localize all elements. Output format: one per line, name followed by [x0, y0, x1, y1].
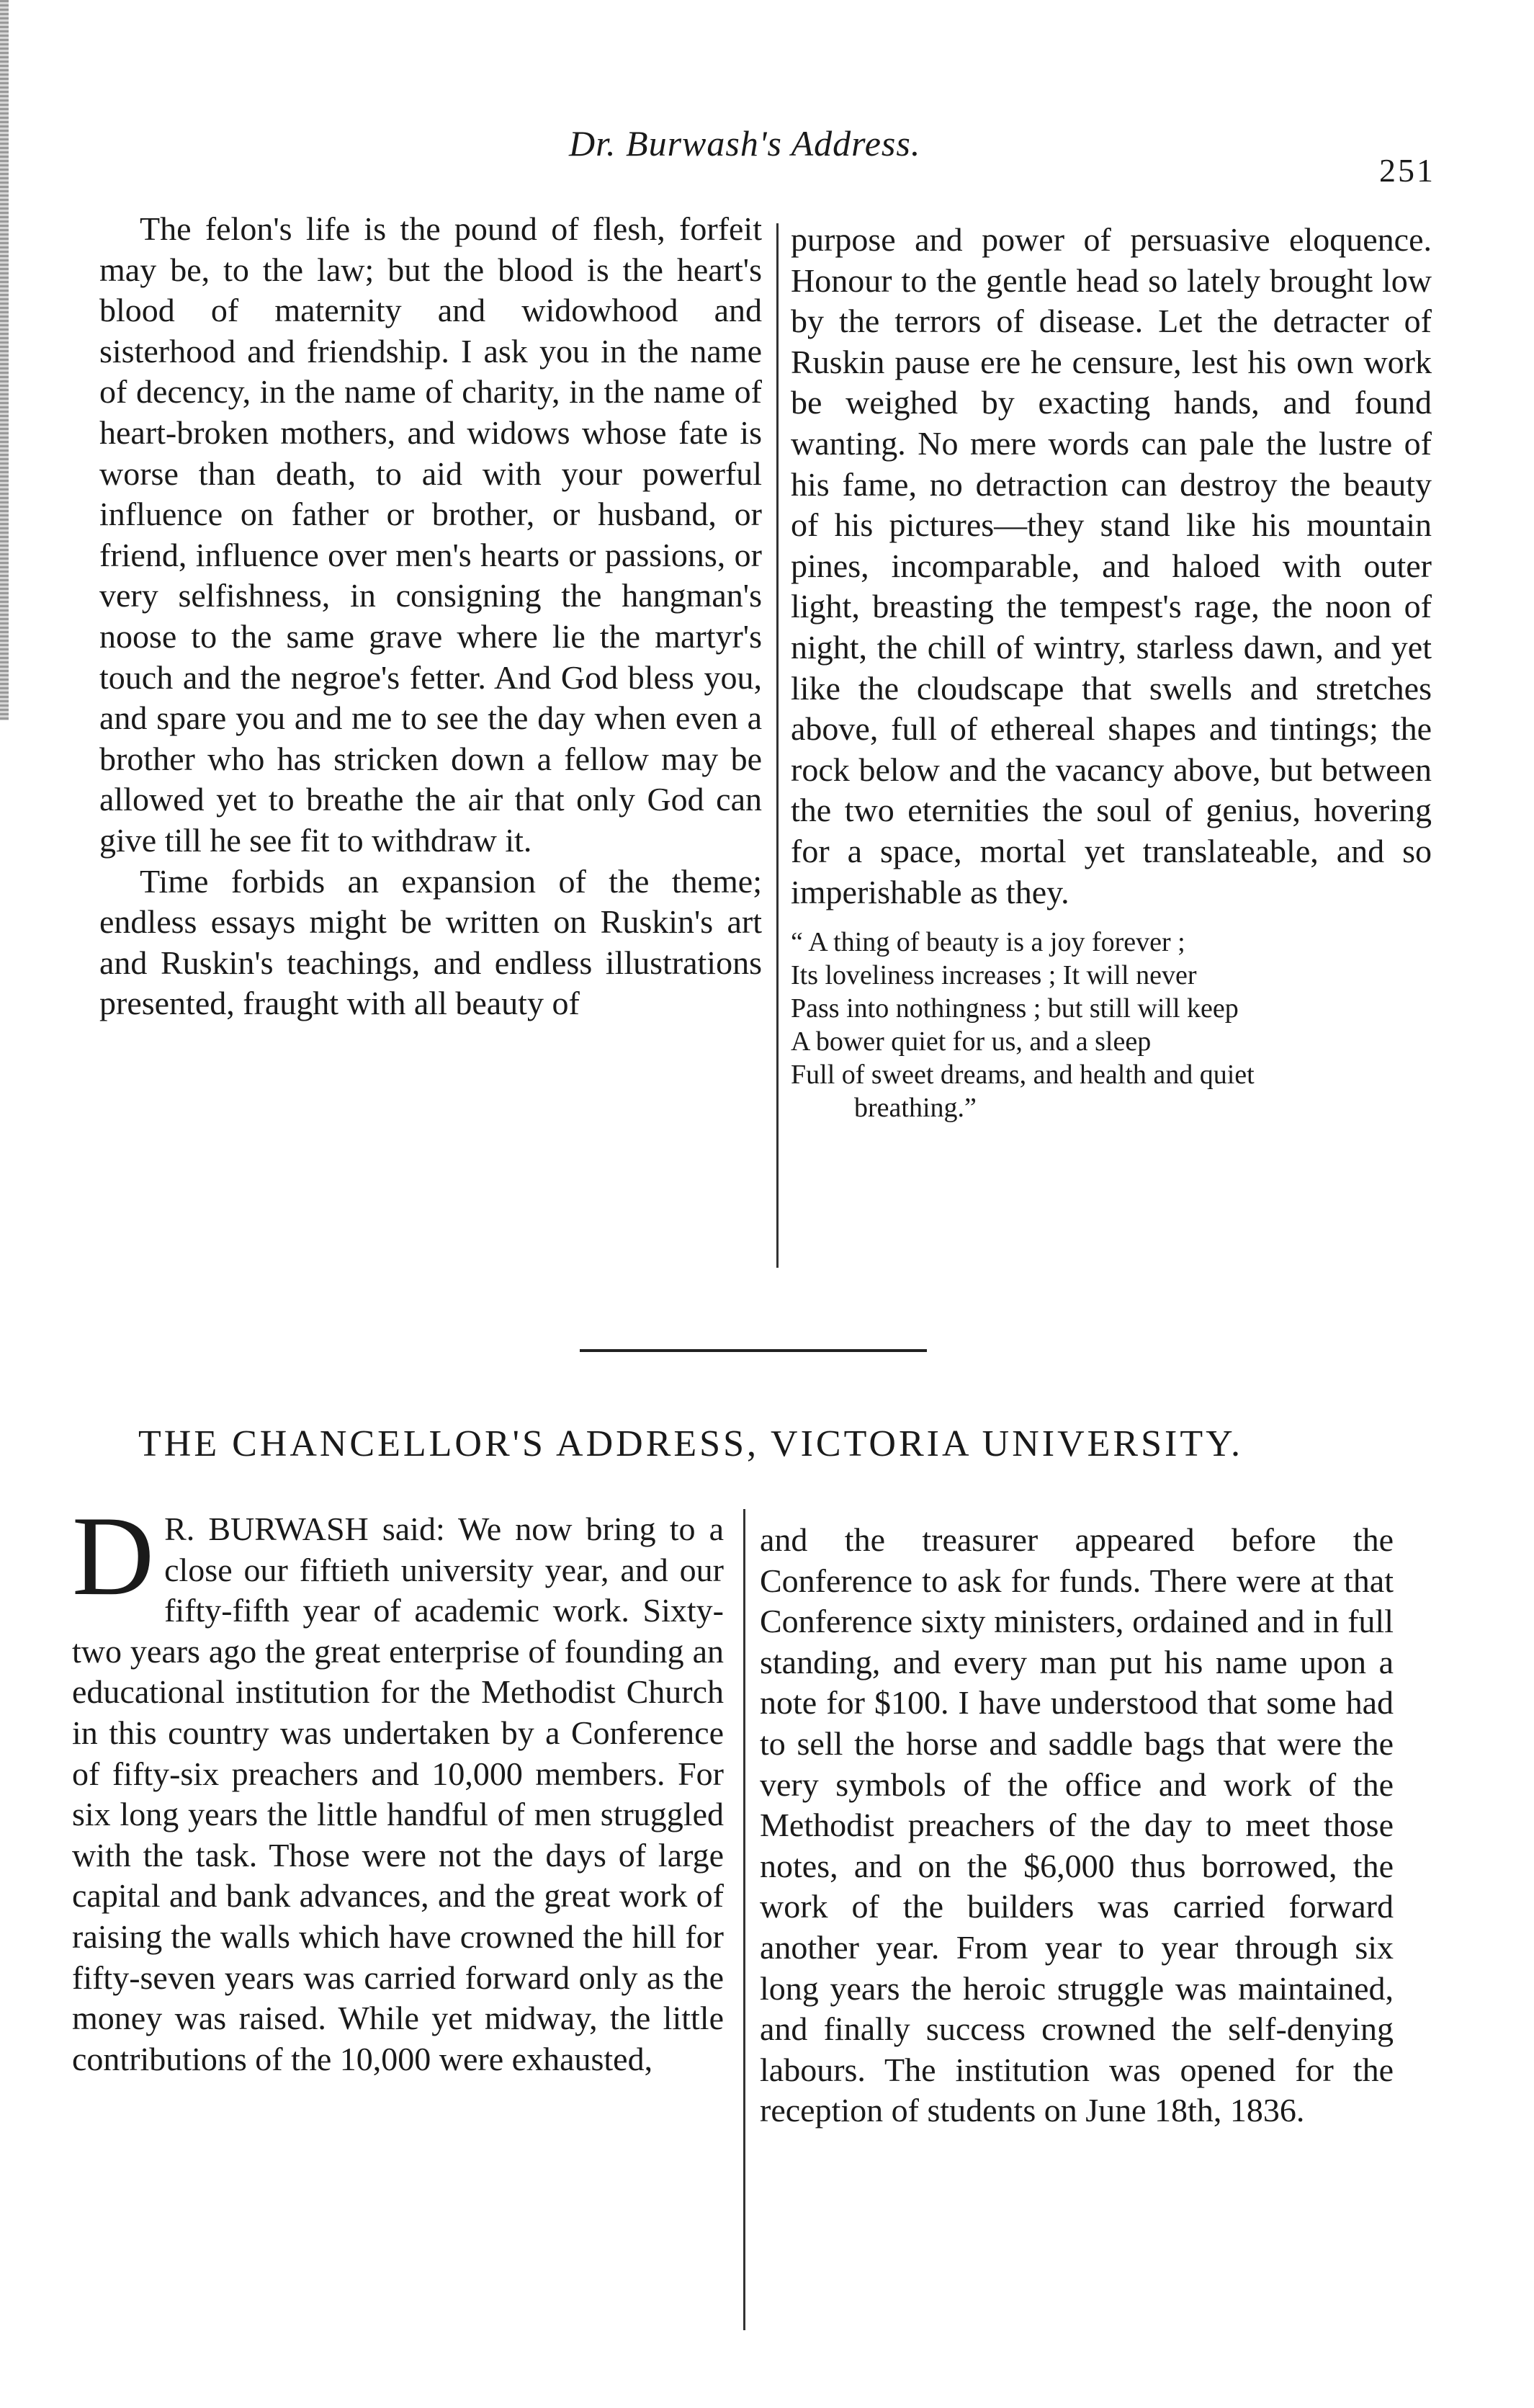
paragraph-treasurer-appeared: and the treasurer appeared before the Conference to ask for funds. There were at that Conference sixty ministers, ordained and in full standing, and every man put his name upon a note for $100. I have understood that some had to sell the horse and saddle bags that were the very symbols of the office and work of the Methodist preachers of the day to meet those notes, and on the $6,000 thus borrowed, the work of the builders was carried forward another year. From year to year through six long years the heroic struggle was maintained, and finally success crowned the self-denying labours. The institution was opened for the reception of students on June 18th, 1836. [760, 1521, 1394, 2129]
quote-line: Its loveliness increases ; It will never [791, 960, 1197, 991]
paragraph-time-forbids: Time forbids an expansion of the theme; endless essays might be written on Ruskin's art and Ruskin's teachings, and endless illustrations presented, fraught with all beauty of [99, 862, 762, 1022]
quote-line: Pass into nothingness ; but still will keep [791, 993, 1239, 1024]
column-divider-bottom [743, 1509, 745, 2330]
page-edge-scan-artifact [0, 0, 9, 720]
bottom-left-column [72, 1493, 724, 2080]
column-divider-top [776, 223, 779, 1268]
section-divider-rule [580, 1349, 927, 1352]
bottom-right-column [760, 1520, 1394, 2131]
paragraph-purpose-and-power: purpose and power of persuasive eloquence. Honour to the gentle head so lately brought low by the terrors of disease. Let the detracter of Ruskin pause ere he censure, lest his own work be weighed by exacting hands, and found wanting. No mere words can pale the lustre of his fame, no detraction can destroy the beauty of his pictures—they stand like his mountain pines, incomparable, and haloed with outer light, breasting the tempest's rage, the noon of night, the chill of wintry, starless dawn, and yet like the cloudscape that swells and stretches above, full of ethereal shapes and tintings; the rock below and the vacancy above, but between the two eternities the soul of genius, hovering for a space, mortal yet translateable, and so imperishable as they. [791, 221, 1432, 910]
paragraph-dr-burwash-said [72, 1493, 724, 2080]
section-title: THE CHANCELLOR'S ADDRESS, VICTORIA UNIVERSITY. [138, 1423, 1243, 1464]
quote-line: breathing.” [854, 1093, 977, 1124]
paragraph-text: R. BURWASH said: We now bring to a close our fiftieth university year, and our fifty-fifth year of academic work. Sixty-two years ago the great enterprise of founding an educational institution for the Methodist Church in this country was undertaken by a Conference of fifty-six preachers and 10,000 members. For six long years the little handful of men struggled with the task. Those were not the days of large capital and bank advances, and the great work of raising the walls which have crowned the hill for fifty-seven years was carried forward only as the money was raised. While yet midway, the little contributions of the 10,000 were exhausted, [72, 1510, 724, 2077]
keats-quotation [791, 926, 1432, 1124]
paragraph-felons-life: The felon's life is the pound of flesh, forfeit may be, to the law; but the blood is the heart's blood of maternity and widowhood and sisterhood and friendship. I ask you in the name of decency, in the name of charity, in the name of heart-broken mothers, and widows whose fate is worse than death, to aid with your powerful influence on father or brother, or husband, or friend, influence over men's hearts or passions, or very selfishness, in consigning the hangman's noose to the same grave where lie the martyr's touch and the negroe's fetter. And God bless you, and spare you and me to see the day when even a brother who has stricken down a fellow may be allowed yet to breathe the air that only God can give till he see fit to withdraw it. [99, 210, 762, 859]
page-number: 251 [1379, 152, 1435, 189]
drop-cap: D [72, 1493, 155, 1619]
quote-line: Full of sweet dreams, and health and quiet [791, 1060, 1255, 1091]
top-left-column [99, 209, 762, 1024]
running-title: Dr. Burwash's Address. [569, 123, 921, 164]
quote-line: A bower quiet for us, and a sleep [791, 1026, 1152, 1057]
top-right-column [791, 220, 1432, 1124]
quote-line: “ A thing of beauty is a joy forever ; [791, 927, 1185, 958]
running-head [0, 122, 1534, 189]
